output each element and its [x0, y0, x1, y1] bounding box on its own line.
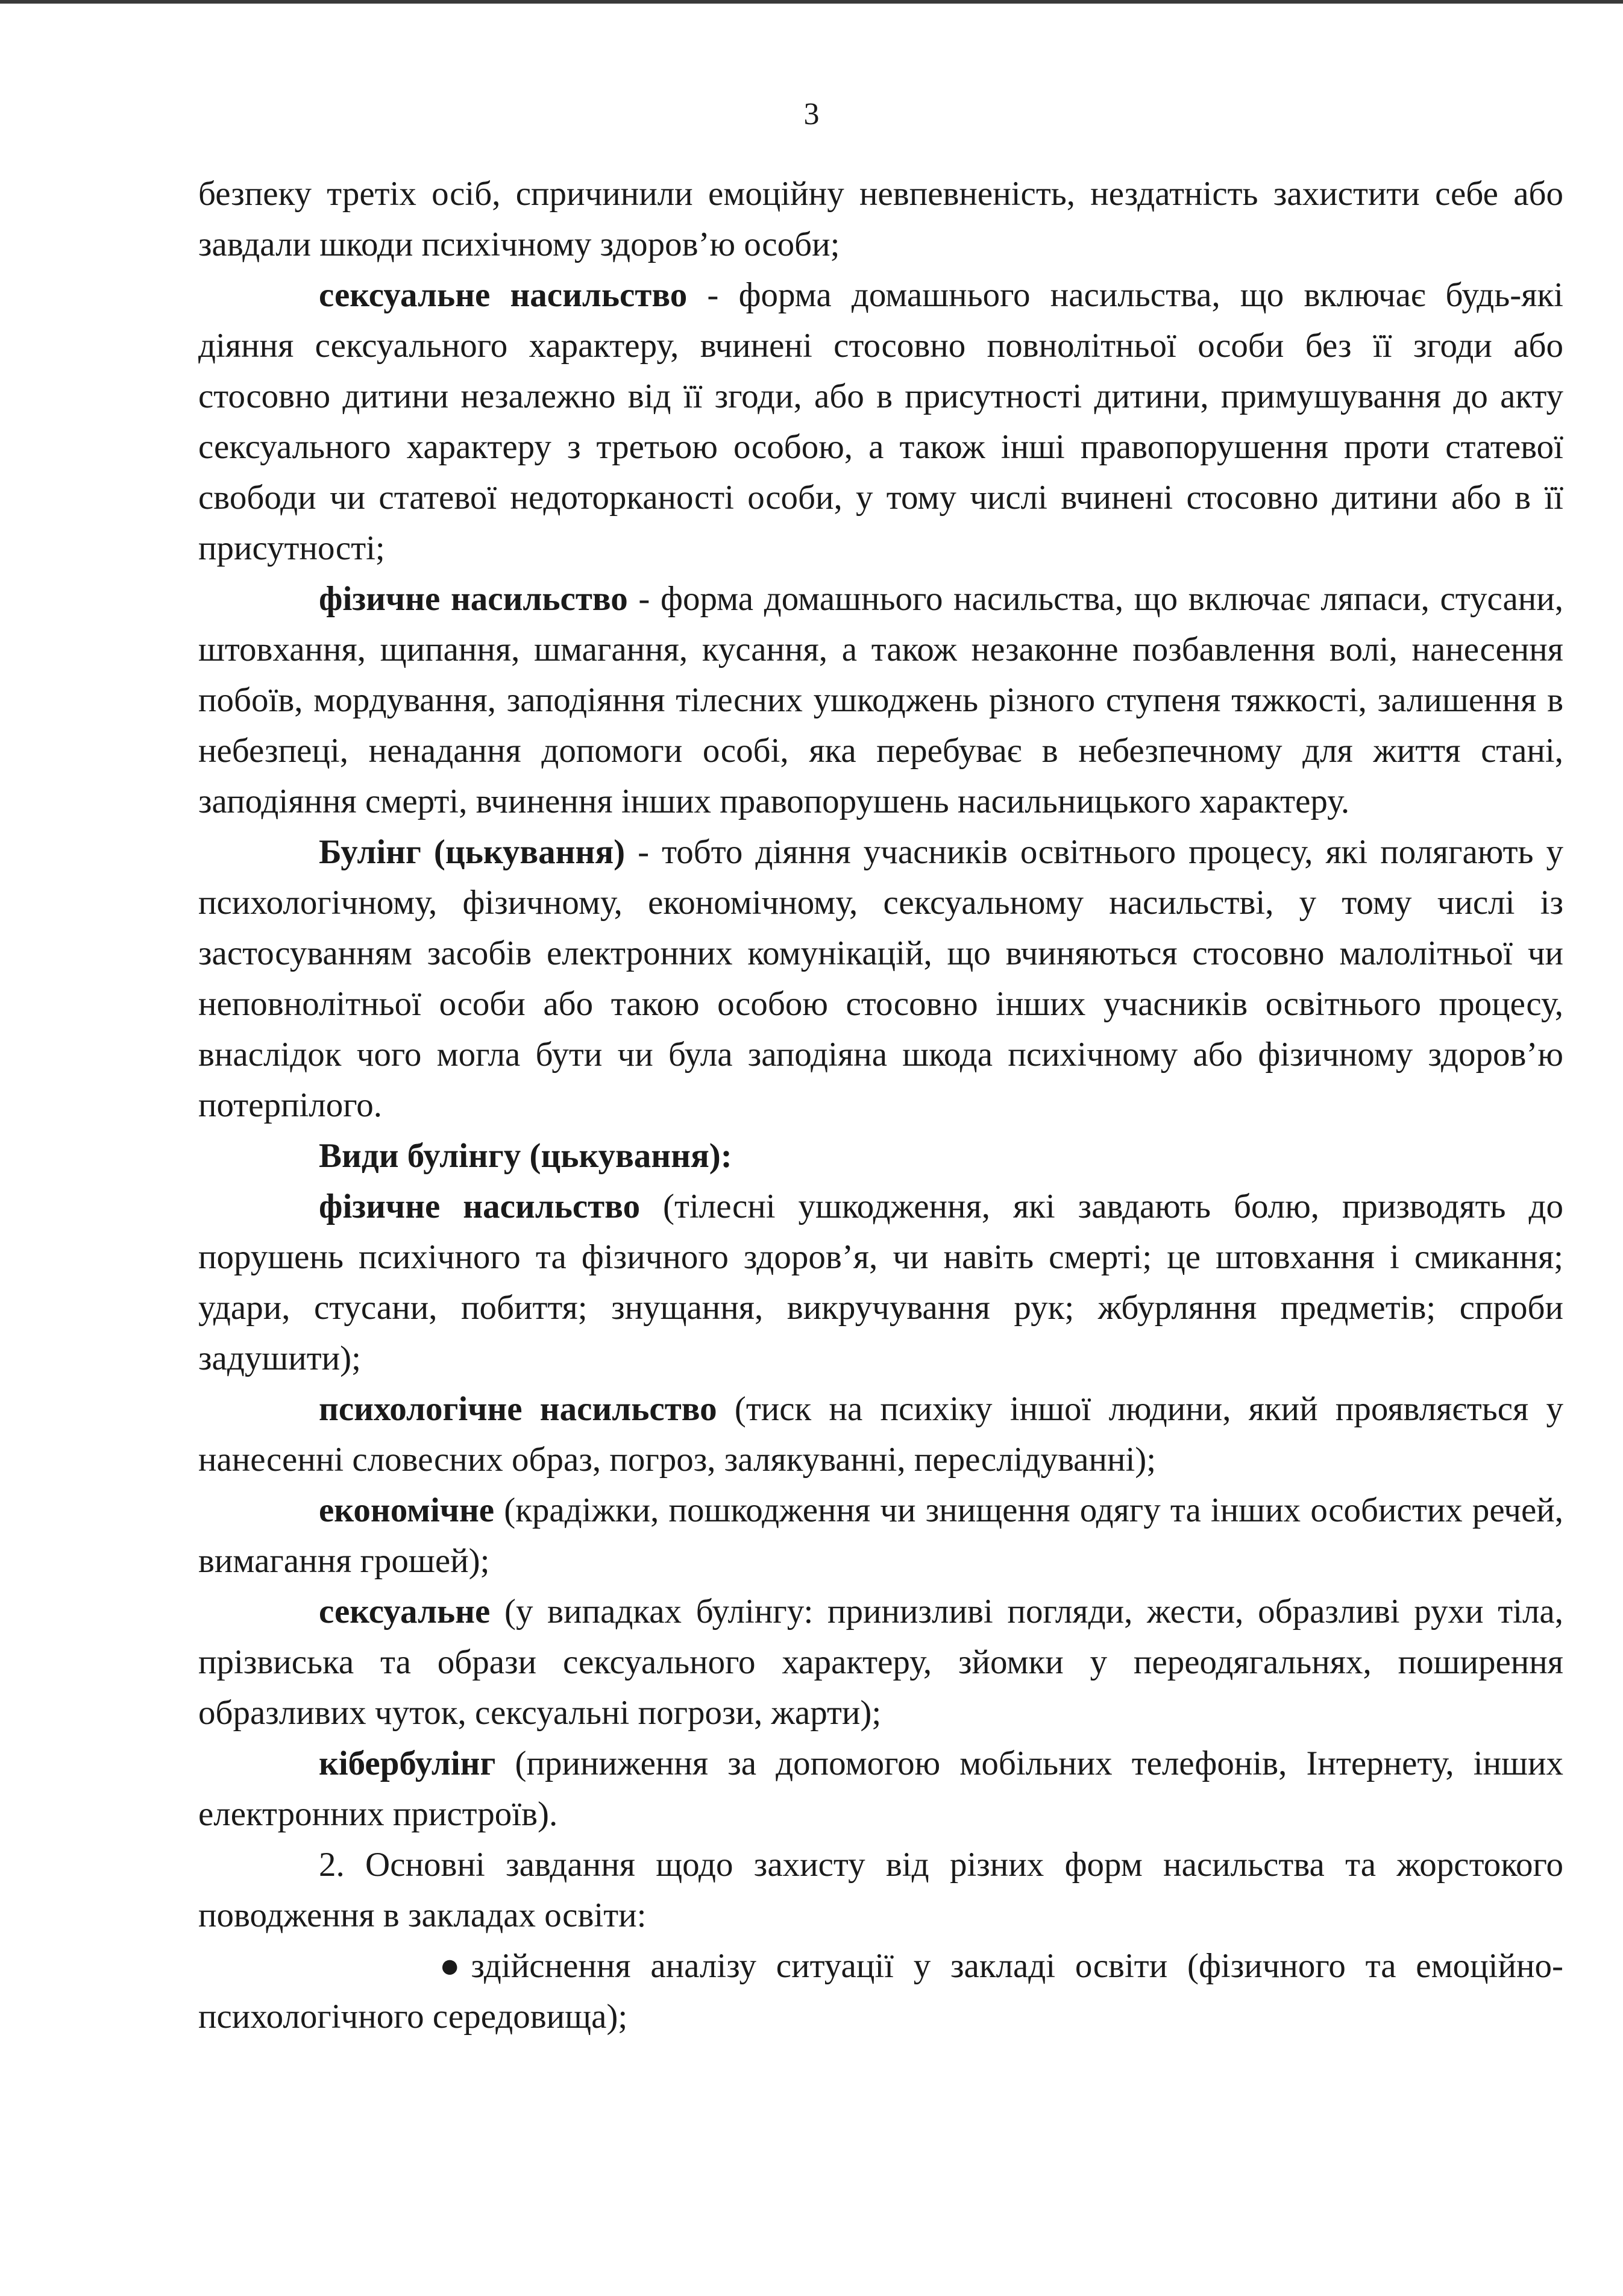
term-bullying-sexual: сексуальне: [319, 1593, 491, 1631]
term-bullying-psychological: психологічне насильство: [319, 1390, 717, 1428]
bullet-icon: ●: [439, 1947, 460, 1985]
paragraph-text: (у випадках булінгу: принизливі погляди, жести, образливі рухи тіла, прізвиська та образи сексуального характеру, зйомки у переодягальнях, поширення образливих чуток, сексуальні погрози, жарти);: [198, 1593, 1563, 1732]
term-bullying-economic: економічне: [319, 1491, 495, 1529]
paragraph-continuation: [198, 169, 1563, 270]
list-item-text: здійснення аналізу ситуації у закладі освіти (фізичного та емоційно-психологічного середовища);: [198, 1947, 1563, 2036]
paragraph-text: - форма домашнього насильства, що включає ляпаси, стусани, штовхання, щипання, шмагання, кусання, а також незаконне позбавлення волі, нанесення побоїв, мордування, заподіяння тілесних ушкоджень різного ступеня тяжкості, залишення в небезпеці, ненадання допомоги особі, яка перебуває в небезпечному для життя стані, заподіяння смерті, вчинення інших правопорушень насильницького характеру.: [198, 580, 1564, 820]
paragraph-text: безпеку третіх осіб, спричинили емоційну невпевненість, нездатність захистити себе або завдали шкоди психічному здоров’ю особи;: [198, 175, 1563, 263]
term-bullying-physical: фізичне насильство: [319, 1187, 641, 1225]
term-cyberbullying: кібербулінг: [319, 1744, 496, 1782]
paragraph-physical-violence: [198, 574, 1563, 827]
paragraph-text: (тілесні ушкодження, які завдають болю, призводять до порушень психічного та фізичного здоров’я, чи навіть смерті; це штовхання і смикання; удари, стусани, побиття; знущання, викручування рук; жбурляння предметів; спроби задушити);: [198, 1187, 1563, 1377]
section-heading-bullying-types: [198, 1131, 1563, 1181]
term-physical-violence: фізичне насильство: [319, 580, 628, 618]
paragraph-text: (крадіжки, пошкодження чи знищення одягу та інших особистих речей, вимагання грошей);: [198, 1491, 1563, 1580]
list-item: [198, 1941, 1563, 2042]
paragraph-text: - тобто діяння учасників освітнього процесу, які полягають у психологічному, фізичному, економічному, сексуальному насильстві, у тому числі із застосуванням засобів електронних комунікацій, що вчиняються стосовно малолітньої чи неповнолітньої особи або такою особою стосовно інших учасників освітнього процесу, внаслідок чого могла бути чи була заподіяна шкода психічному або фізичному здоров’ю потерпілого.: [198, 833, 1564, 1124]
paragraph-text: 2. Основні завдання щодо захисту від різних форм насильства та жорстокого поводження в закладах освіти:: [198, 1846, 1563, 1934]
paragraph-bullying-sexual: [198, 1587, 1563, 1738]
paragraph-text: - форма домашнього насильства, що включає будь-які діяння сексуального характеру, вчинені стосовно повнолітньої особи без її згоди або стосовно дитини незалежно від її згоди, або в присутності дитини, примушування до акту сексуального характеру з третьою особою, а також інші правопорушення проти статевої свободи чи статевої недоторканості особи, у тому числі вчинені стосовно дитини або в її присутності;: [198, 276, 1563, 567]
paragraph-bullying-physical: [198, 1181, 1563, 1384]
term-sexual-violence: сексуальне насильство: [319, 276, 688, 314]
top-border-line: [0, 0, 1623, 4]
page-number: 3: [803, 97, 820, 131]
paragraph-bullying-psychological: [198, 1384, 1563, 1485]
document-body: [198, 169, 1563, 2042]
heading-bullying-types: Види булінгу (цькування):: [319, 1137, 732, 1175]
paragraph-main-tasks: [198, 1840, 1563, 1941]
paragraph-sexual-violence: [198, 270, 1563, 574]
paragraph-bullying-economic: [198, 1485, 1563, 1587]
term-bullying: Булінг (цькування): [319, 833, 626, 871]
paragraph-text: (тиск на психіку іншої людини, який проявляється у нанесенні словесних образ, погроз, залякуванні, переслідуванні);: [198, 1390, 1564, 1479]
paragraph-bullying: [198, 827, 1563, 1131]
paragraph-text: (приниження за допомогою мобільних телефонів, Інтернету, інших електронних пристроїв).: [198, 1744, 1563, 1833]
paragraph-cyberbullying: [198, 1738, 1563, 1840]
